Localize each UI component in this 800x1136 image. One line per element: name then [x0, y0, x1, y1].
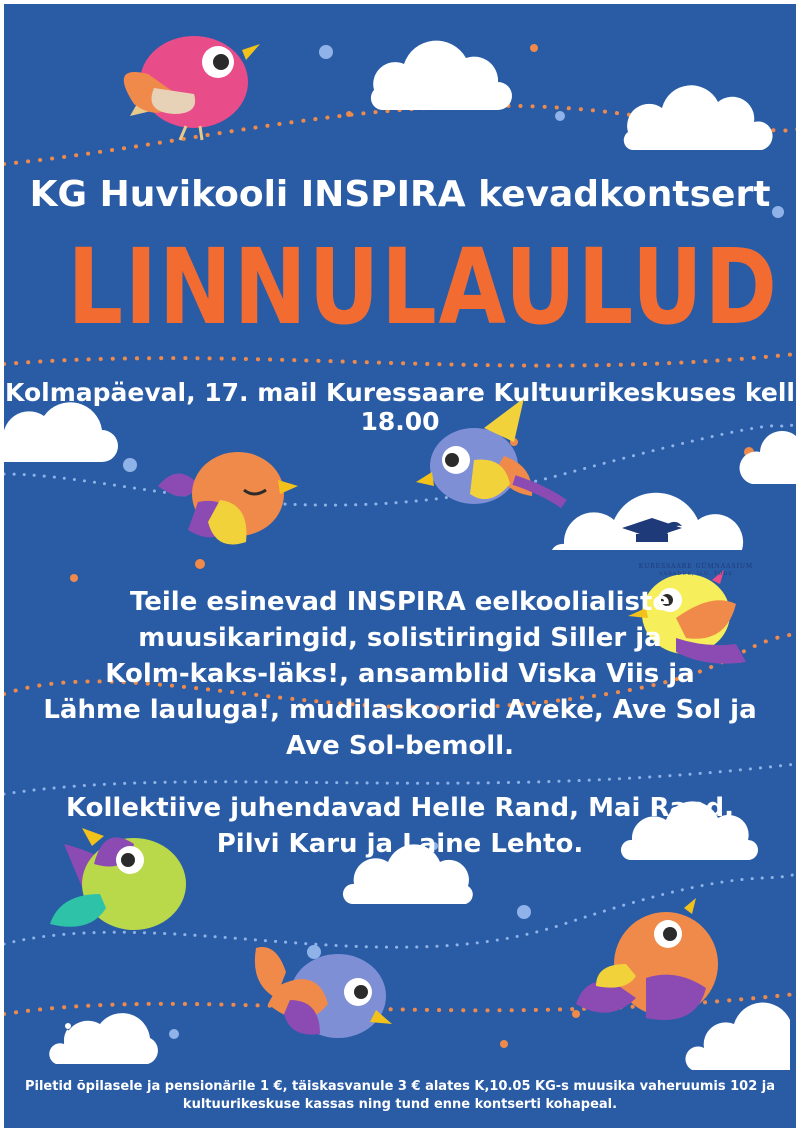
date-location-line: Kolmapäeval, 17. mail Kuressaare Kultuurikeskuses kell 18.00	[5, 378, 795, 436]
leaders-paragraph	[4, 790, 796, 862]
cloud	[740, 431, 796, 484]
performers-line: Teile esinevad INSPIRA eelkoolialiste	[129, 587, 671, 617]
inspira-logo-text: INSPIRA	[68, 1045, 113, 1056]
ticket-info	[4, 1078, 796, 1114]
concert-poster	[4, 4, 796, 1128]
cloud	[685, 1003, 790, 1070]
gymnasium-motto: VABADUS, ILU, TÕDE	[659, 571, 733, 577]
blue-orange-bird-illustration	[255, 947, 392, 1038]
concert-subtitle: KG Huvikooli INSPIRA kevadkontsert	[29, 174, 771, 215]
orange-purple-bird-illustration	[576, 898, 718, 1020]
performers-line: Lähme lauluga!, mudilaskoorid Aveke, Ave Sol ja	[43, 695, 757, 725]
cloud	[371, 41, 512, 110]
orange-bird-illustration	[158, 452, 298, 545]
ticket-line: Piletid õpilasele ja pensionärile 1 €, täiskasvanule 3 € alates K,10.05 KG-s muusika vaheruumis 102 ja	[24, 1079, 776, 1094]
concert-title: LINNULAULUD	[67, 226, 779, 348]
performers-paragraph	[4, 584, 796, 764]
pink-bird-illustration	[124, 36, 260, 140]
performers-line: Kolm-kaks-läks!, ansamblid Viska Viis ja	[105, 659, 695, 689]
cloud	[624, 85, 773, 150]
gymnasium-name: KURESSAARE GÜMNAASIUM	[638, 563, 754, 570]
ticket-line: kultuurikeskuse kassas ning tund enne kontserti kohapeal.	[182, 1097, 618, 1112]
leaders-line: Kollektiive juhendavad Helle Rand, Mai Rand,	[65, 793, 735, 823]
performers-line: muusikaringid, solistiringid Siller ja	[138, 623, 662, 653]
performers-line: Ave Sol-bemoll.	[285, 731, 515, 761]
leaders-line: Pilvi Karu ja Laine Lehto.	[216, 829, 584, 859]
